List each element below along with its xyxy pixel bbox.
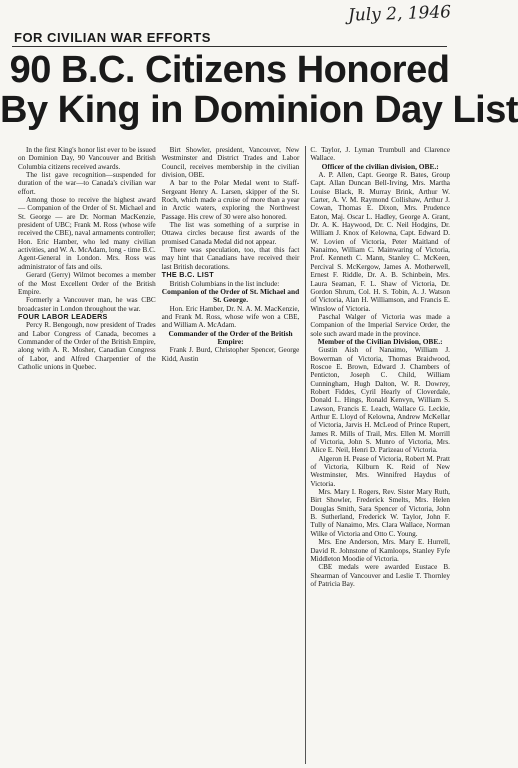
subhead: THE B.C. LIST [161, 270, 214, 280]
paragraph: Paschal Walger of Victoria was made a Companion of the Imperial Service Order, the sole such award made in the province. [310, 312, 450, 338]
paragraph: There was speculation, too, that this fact may hint that Canadians have received their last British decorations. [161, 246, 300, 271]
date-stamp: July 2, 1946 [347, 2, 452, 26]
list-heading: Commander of the Order of the British Empire: [168, 328, 293, 346]
paragraph: British Columbians in the list include: [169, 279, 280, 288]
column-2 [162, 146, 300, 764]
paragraph: Mrs. Mary I. Rogers, Rev. Sister Mary Ruth, Birt Showler, Frederick Smelts, Mrs. Helen Douglas Smith, Sara Spencer of Victoria, John B. Sutherland, Frederick W. Taylor, John F. Tully of Nanaimo, Mrs. Clara Wallace, Norman Wilke of Victoria and Otto C. Young. [310, 488, 450, 538]
list-heading: Officer of the civilian division, OBE.: [321, 161, 439, 171]
subhead: FOUR LABOR LEADERS [18, 311, 108, 321]
paragraph: Percy R. Bengough, now president of Trades and Labor Congress of Canada, becomes a Commander of the Order of the British Empire, along with A. R. Mosher, Canadian Congress of Labor, and Alfred Charpentier of the Catholic unions in Quebec. [18, 321, 156, 371]
paragraph: Hon. Eric Hamber, Dr. N. A. M. MacKenzie, and Frank M. Ross, whose wife won a CBE, and William A. McAdam. [161, 304, 300, 330]
headline-line-1: 90 B.C. Citizens Honored [9, 49, 450, 91]
list-heading: Companion of the Order of St. Michael and St. George. [161, 286, 300, 305]
paragraph: The list was something of a surprise in Ottawa circles because first awards of the promised Canada Medal did not appear. [161, 221, 300, 246]
section-kicker: FOR CIVILIAN WAR EFFORTS [14, 30, 211, 45]
paragraph: Mrs. Ene Anderson, Mrs. Mary E. Hurrell, David R. Johnstone of Kamloops, Stanley Fyfe Middleton Moodie of Victoria. [310, 538, 450, 563]
paragraph: CBE medals were awarded Eustace B. Shearman of Vancouver and Leslie T. Thornley of Patricia Bay. [310, 563, 450, 588]
list-heading: Member of the Civilian Division, OBE.: [317, 336, 443, 346]
headline [0, 49, 518, 131]
kicker-rule [12, 46, 447, 47]
paragraph: Formerly a Vancouver man, he was CBC broadcaster in London throughout the war. [18, 296, 156, 313]
paragraph: In the first King's honor list ever to be issued on Dominion Day, 90 Vancouver and British Columbia citizens received awards. [18, 146, 156, 171]
paragraph: Gustin Aish of Nanaimo, William J. Bowerman of Victoria, Thomas Braidwood, Roscoe E. Brown, Edward J. Chambers of Penticton, Joseph C. Child, William Cunningham, Hugh Dalton, W. R. Dowrey, Robert Fiddes, Cyril Hearly of Cloverdale, Donald L. Hings, Ronald Kenvyn, William S. Lawson, Francis E. Leach, Wallace G. Leckie, Arthur E. Lloyd of Kelowna, Andrew McKellar of Victoria, Jarvis H. McLeod of Prince Rupert, James R. Mills of Trail, Mrs. Ellen M. Morrill of Victoria, John S. Munro of Victoria, Mrs. Alice E. Neil, Henri D. Parizeau of Victoria. [310, 346, 450, 455]
paragraph: Birt Showler, president, Vancouver, New Westminster and District Trades and Labor Council, receives membership in the civilian division, OBE. [161, 146, 300, 180]
paragraph: Algeron H. Pease of Victoria, Robert M. Pratt of Victoria, Kilburn K. Reid of New Westminster, Mrs. Winnifred Haydus of Victoria. [310, 454, 450, 488]
paragraph: Frank J. Burd, Christopher Spencer, George Kidd, Austin [161, 346, 300, 363]
paragraph: Gerard (Gerry) Wilmot becomes a member of the Most Excellent Order of the British Empire. [18, 271, 156, 296]
article-body [18, 146, 450, 764]
paragraph: A bar to the Polar Medal went to Staff-Sergeant Henry A. Larsen, skipper of the St. Roch, which made a cruise of more than a year in Arctic waters, exploring the Northwest Passage. His crew of 30 were also honored. [161, 179, 300, 221]
paragraph: C. Taylor, J. Lyman Trumbull and Clarence Wallace. [310, 146, 450, 163]
headline-line-2: By King in Dominion Day List [0, 89, 518, 131]
paragraph: The list gave recognition—suspended for duration of the war—to Canada's civilian war effort. [18, 171, 156, 196]
column-1 [18, 146, 156, 764]
paragraph: Among those to receive the highest award — Companion of the Order of St. Michael and St. George — are Dr. Norman MacKenzie, president of UBC; Frank M. Ross (whose wife received the CBE), naval armaments controller; Hon. Eric Hamber, who led many civilian activities, and W. A. McAdam, long - time B.C. Agent-General in London. Mrs. Ross was administrator of fats and oils. [18, 196, 156, 271]
paragraph: A. P. Allen, Capt. George R. Bates, Group Capt. Allan Duncan Bell-Irving, Mrs. Martha Louise Black, R. Murray Brink, Arthur W. Carter, A. V. M. Raymond Collishaw, Arthur J. Cowan, Thomas E. Dixon, Mrs. Prudence Eaton, Maj. Oscar L. Hadley, George A. Grant, Dr. A. K. Haywood, Dr. C. Neil Hodgins, Dr. William J. Knox of Kelowna, Capt. Edward D. W. Lovien of Victoria, Peter Maitland of Nanaimo, William C. Mainwaring of Victoria, Prof. Kenneth C. Mann, Stanley C. McKeen, Percival S. McKergow, James A. Motherwell, Ernest F. Riddle, Dr. A. B. Schinbein, Mrs. Laura Seaman, F. L. Shaw of Victoria, Dr. Gordon Shrum, Col. H. S. Tobin, A. J. Watson of Victoria, Alan H. Williamson, and Francis E. Winslow of Victoria. [310, 171, 450, 313]
column-3 [305, 146, 450, 764]
